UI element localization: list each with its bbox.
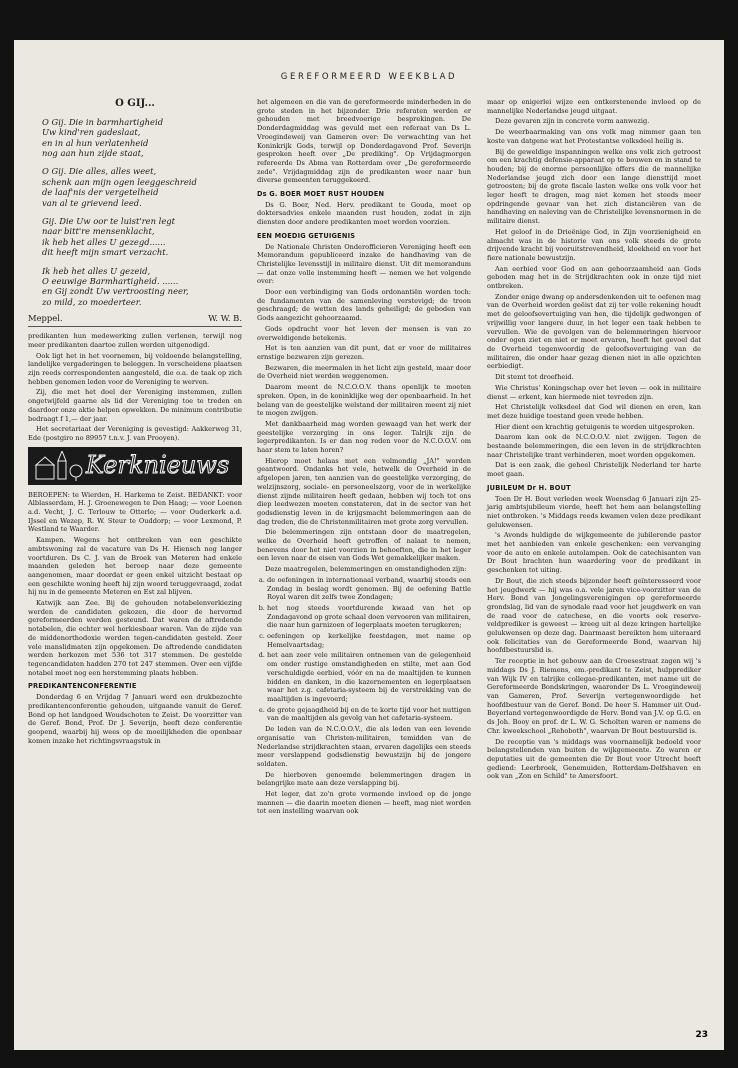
- article-paragraph: Dit stemt tot droefheid.: [495, 373, 574, 382]
- poem-line: Gij. Die Uw oor te luist'ren legt: [42, 215, 176, 226]
- article-paragraph: het algemeen en die van de gereformeerde minderheden in de grote steden in het bijzonder. Drie referaten werden er gehouden met breedvoerige besprekingen. De Donderdagmiddag was gevuld met een referaat van Ds L. Vroegindeweij van Gameren over: De verwachting van het Koninkrijk Gods, terwijl op Donderdagavond Prof. Severijn gesproken heeft over „De prediking". Op Vrijdagmorgen refereerde Ds Abma van Rotterdam over „De gereformeerde zede". Vrijdagmiddag zijn de predikanten weer naar hun diverse gemeenten teruggekeerd.: [257, 98, 471, 185]
- list-item: e. de grote gejaagdheid bij en de te korte tijd voor het nuttigen van de maaltijden als gevolg van het cafetaria-systeem.: [267, 706, 471, 723]
- poem-stanza: [42, 266, 242, 308]
- article-paragraph: Die belemmeringen zijn ontstaan door de maatregelen, welke de Overheid heeft getroffen of nalaat te nemen, benevens door het niet voorzien in behoeften, die in het leger een leven naar de eisen van Gods Wet gemakkelijker maken.: [257, 528, 471, 563]
- article-paragraph: Ook ligt het in het voornemen, bij voldoende belangstelling, landelijke vergaderingen te beleggen. In verscheidene plaatsen zijn reeds correspondenten aangesteld, die o.a. de taak op zich hebben genomen leden voor de Vereniging te werven.: [28, 351, 242, 386]
- kerknieuws-title: Kerknieuws: [86, 450, 230, 479]
- article-paragraph: Donderdag 6 en Vrijdag 7 Januari werd een drukbezochte predikantenconferentie gehouden, uitgaande vanuit de Geref. Bond op het landgoed Woudschoten te Zeist. De voorzitter van de Geref. Bond, Prof. Dr J. Severijn, heeft deze conferentie geopend, waarbij hij wees op de moeilijkheden die openbaar komen inzake het richtingsvraagstuk in: [28, 693, 242, 745]
- poem-line: O Gij. Die in barmhartigheid: [42, 116, 164, 127]
- article-paragraph: Toen Dr H. Bout verleden week Woensdag 6 Januari zijn 25-jarig ambtsjubileum vierde, heeft het hem aan belangstelling niet ontbroken. 's Middags reeds kwamen velen deze predikant gelukwensen.: [487, 494, 701, 529]
- poem-line: ik heb het alles U gezegd......: [42, 236, 166, 247]
- article-paragraph: Zij, die met het doel der Vereniging instemmen, zullen ongetwijfeld gaarne als lid der Vereniging toe te treden en daardoor onze aktie helpen opwekken. De minimum contributie bedraagt f 1,— der jaar.: [28, 388, 242, 423]
- page-number: 23: [695, 1030, 708, 1040]
- news-item: Katwijk aan Zee. Bij de gehouden notabelenverkiezing werden de candidaten gekozen, die door de hervormd gereformeerden werden gesteund. Dat waren de aftredende notabelen, die echter wel herkiesbaar waren. Van de zijde van de middenorthodoxie werden tegen-candidaten gesteld. Zeer vele manslidmaten zijn opgekomen. De aftredende candidaten werden herkozen met 536 tot 317 stemmen. De gestelde tegencandidaten hadden 270 tot 247 stemmen. Over een vijfde notabel moet nog een herstemming plaats hebben.: [28, 599, 242, 677]
- article-paragraph: Het leger, dat zo'n grote vormende invloed op de jonge mannen — die daarin moeten dienen — heeft, mag niet worden tot een instelling waarvan ook: [257, 790, 471, 816]
- poem-stanza: [42, 117, 242, 159]
- list-item: d. het aan zeer vele militairen ontnemen van de gelegenheid om onder rustige omstandigheden en stilte, met aan God verschuldigde eerbied, vóór en na de maaltijden te kunnen bidden en danken, in die kazernementen en legerplaatsen waar het z.g. cafetaria-systeem bij de verstrekking van de maaltijden is ingevoerd;: [267, 651, 471, 703]
- poem-line: schenk aan mijn ogen leeggeschreid: [42, 176, 197, 187]
- section-heading: Ds G. BOER MOET RUST HOUDEN: [257, 190, 385, 199]
- article-paragraph: De Nationale Christen Onderofficieren Vereniging heeft een Memorandum gepubliceerd inzake de handhaving van de Christelijke levensstijl in militaire dienst. Uit dit memorandum — dat onze volle instemming heeft — nemen we het volgende over:: [257, 242, 471, 286]
- news-item: Kampen. Wegens het ontbreken van een geschikte ambtswoning zal de vacature van Ds H. Hiensch nog langer voortduren. Ds C. J. van de Broek van Meteren had enkele maanden geleden het beroep naar deze gemeente aangenomen, maar doordat er geen enkel uitzicht bestaat op een geschikte woning heeft hij zijn woord teruggevraagd, zodat hij nu in de gemeente Meteren en Est zal blijven.: [28, 536, 242, 597]
- article-paragraph: Het geloof in de Drieënige God, in Zijn voorzienigheid en almacht was in de historie van ons volk steeds de grote drijvende kracht bij vooruitstrevendheid, kloekheid en voor het fiere nationale bewustzijn.: [487, 227, 701, 262]
- poem-stanza: [42, 166, 242, 208]
- article-paragraph: Het Christelijk volksdeel dat God wil dienen en eren, kan met deze huidige toestand geen vrede hebben.: [487, 403, 701, 420]
- poem-line: Uw kind'ren gadeslaat,: [42, 127, 141, 138]
- poem-line: naar bitt're mensenklacht,: [42, 226, 155, 237]
- article-paragraph: Daarom meent de N.C.O.O.V. thans openlijk te moeten spreken. Open, in de koninklijke weg der openbaarheid. In het belang van de geestelijke welstand der militairen meent zij niet te mogen zwijgen.: [257, 383, 471, 418]
- column-left: [28, 98, 242, 747]
- newspaper-page: [14, 40, 724, 1050]
- poem-signature: [28, 313, 242, 327]
- poem-line: van al te grievend leed.: [42, 197, 142, 208]
- article-paragraph: Dat is een zaak, die geheel Christelijk Nederland ter harte moet gaan.: [487, 461, 701, 479]
- article-paragraph: Door een verbindiging van Gods ordonantiën worden toch: de fundamenten van de samenleving verstevigd; de troon geschraagd; de wetten des lands geheiligd; de geboden van Gods aangezicht gehoorzaamd.: [257, 288, 471, 323]
- article-paragraph: De hierboven genoemde belemmeringen dragen in belangrijke mate aan deze verslapping bij.: [257, 770, 471, 788]
- list-item: c. oefeningen op kerkelijke feestdagen, met name op Hemelvaartsdag;: [267, 632, 471, 649]
- section-heading: EEN MOEDIG GETUIGENIS: [257, 231, 356, 240]
- measures-list: [257, 576, 471, 723]
- poem-author: W. W. B.: [208, 313, 242, 324]
- article-paragraph: Hierop moet helaas met een volmondig „JA!" worden geantwoord. Ondanks het vele, hetwelk de Overheid in de afgelopen jaren, ten aanzien van de geestelijke verzorging, de welzijnszorg, sociale- en personeelszorg, voor de in werkelijke dienst zijnde militairen heeft gedaan, hebben wij toch tot ons diep leedwezen moeten constateren, dat in de sector van het godsdienstig leven in de krijgsmacht belemmeringen aan de dag treden, die de Christenmilitairen met grote zorg vervullen.: [257, 456, 471, 526]
- poem-line: en in al hun verlatenheid: [42, 137, 149, 148]
- poem-line: Ik heb het alles U gezeid,: [42, 265, 151, 276]
- poem-line: de laaf'nis der vergetelheid: [42, 187, 159, 198]
- article-paragraph: Het is ten aanzien van dit punt, dat er voor de militaires ernstige bezwaren zijn gerezen.: [257, 344, 471, 361]
- article-paragraph: Hier dient een krachtig getuigenis te worden uitgesproken.: [495, 422, 695, 431]
- news-item: BEROEPEN: te Wierden, H. Harkema te Zeist. BEDANKT: voor Alblasserdam, H. J. Groenewegen te Den Haag; — voor Loenen a.d. Vecht, J. C. Terlouw te Otterlo; — voor Ouderkerk a.d. IJssel en Wezep, R. W. Steur te Ouddorp; — voor Lexmond, P. Westland te Waarder.: [28, 490, 242, 534]
- column-middle: [257, 98, 471, 818]
- poem-stanza: [42, 216, 242, 258]
- article-paragraph: Het secretariaat der Vereniging is gevestigd: Aakkerweg 31, Ede (postgiro no 89957 t.n.v. J. van Prooyen).: [28, 425, 242, 442]
- article-paragraph: Zonder enige dwang op andersdenkenden uit te oefenen mag van de Overheid worden geëist dat zij ter volle rekening houdt met de geloofsovertuiging van hen, die tijdelijk gedwongen of vrijwillig voor langere duur, in het leger een taak hebben te vervullen. Wie de gevolgen van de belemmeringen hiervoor onder ogen ziet en niet er moet ervaren, heeft het gevoel dat de Overheid tegenwoordig de geloofsovertuiging van de militairen, die onder haar gezag dienen niet in alle opzichten eerbiedigt.: [487, 292, 701, 371]
- article-paragraph: Ter receptie in het gebouw aan de Croesestraat zagen wij 's middags Ds J. Riemens, em.-predikant te Zeist, hulpprediker van Wijk IV en talrijke collegae-predikanten, met name uit de Gereformeerde Bondskringen, waaronder Ds L. Vroegindeweij van Gameren, Prof. Severijn vertegenwoordigde het hoofdbestuur van de Geref. Bond. De heer S. Hammer uit Oud-Beyerland vertegenwoordigde de Herv. Bond van J.V. op G.G. en ds Joh. Booy en prof. dr L. W. G. Scholten waren er namens de Chr. kweekschool „Rehoboth", waarvan Dr Bout bestuurslid is.: [487, 657, 701, 735]
- article-paragraph: De receptie van 's middags was voornamelijk bedoeld voor belangstellenden van buiten de wijkgemeente. Zo waren er deputaties uit de gemeenten die Dr Bout voor Utrecht heeft gediend: Leerbroek, Genemuiden, Rotterdam-Delfshaven en ook van „Zon en Schild" te Amersfoort.: [487, 737, 701, 781]
- article-paragraph: Deze gevaren zijn in concrete vorm aanwezig.: [495, 117, 650, 126]
- article-paragraph: Bij de geweldige inspanningen welke ons volk zich getroost om een krachtig defensie-apparaat op te bouwen en in stand te houden; bij de enorme persoonlijke offers die de mannelijke Nederlandse jeugd zich door een lange diensttijd moet getroosten; bij de grote fiscale lasten welke ons volk voor het leger heeft te dragen, mag niet komen het steeds meer opdringende gevaar van het zich distanciëren van de handhaving en naleving van de Christelijke levensnormen in de militaire dienst.: [487, 147, 701, 226]
- poem-line: O Gij. Die alles, alles weet,: [42, 166, 157, 177]
- poem-line: en Gij zondt Uw vertroosting neer,: [42, 286, 189, 297]
- article-paragraph: 's Avonds huldigde de wijkgemeente de jubilerende pastor met het aanbieden van enkele geschenken: een vervanging voor de auto en enkele autolampen. Ook de catechisanten van Dr Bout brachten hun waardering voor de predikant in geschenken tot uiting.: [487, 531, 701, 575]
- list-item: b. het nog steeds voortdurende kwaad van het op Zondagavond op grote schaal doen vervoeren van militairen, die naar hun garnizoen of legerplaats moeten terugkeren;: [267, 604, 471, 630]
- article-paragraph: Ds G. Boer, Ned. Herv. predikant te Gouda, moet op doktersadvies enkele maanden rust houden, zodat in zijn diensten door andere predikanten moet worden voorzien.: [257, 200, 471, 227]
- article-paragraph: Met dankbaarheid mag worden gewaagd van het werk der geestelijke verzorging in ons leger. Talrijk zijn de legerpredikanten. Is er dan nog reden voor de N.C.O.O.V. om haar stem te laten horen?: [257, 419, 471, 455]
- section-heading: JUBILEUM Dr H. BOUT: [487, 483, 571, 492]
- poem-place: Meppel.: [28, 313, 63, 324]
- poem-line: nog aan hun zijde staat,: [42, 147, 144, 158]
- article-paragraph: maar op enigerlei wijze een ontkerstenende invloed op de mannelijke Nederlandse jeugd uitgaat.: [487, 98, 701, 115]
- article-paragraph: Gods opdracht voor het leven der mensen is van zo overweldigende betekenis.: [257, 324, 471, 342]
- article-paragraph: Aan eerbied voor God en aan gehoorzaamheid aan Gods geboden mag het in de Strijdkrachten ook in onze tijd niet ontbreken.: [487, 264, 701, 291]
- article-paragraph: predikanten hun medewerking zullen verlenen, terwijl nog meer predikanten daartoe zullen worden uitgenodigd.: [28, 332, 242, 349]
- article-paragraph: De leden van de N.C.O.O.V., die als leden van een levende organisatie van Christen-militairen, temidden van de Nederlandse strijdkrachten staan, ervaren dagelijks een steeds meer verslappend godsdienstig bewustzijn bij de jongere soldaten.: [257, 725, 471, 768]
- article-paragraph: Bezwaren, die meermalen in het licht zijn gesteld, maar door de Overheid niet werden weggenomen.: [257, 363, 471, 381]
- article-paragraph: Daarom kan ook de N.C.O.O.V. niet zwijgen. Tegen de bestaande belemmeringen, die een leven in de strijdkrachten naar Christelijke trant verhinderen, moet worden opgekomen.: [487, 433, 701, 459]
- poem-title: O GIJ...: [115, 98, 155, 109]
- article-paragraph: Wie Christus' Koningschap over het leven — ook in militaire dienst — erkent, kan hiermede niet tevreden zijn.: [487, 383, 701, 401]
- list-item: a. de oefeningen in internationaal verband, waarbij steeds een Zondag in beslag wordt genomen. Bij de oefening Battle Royal waren dit zelfs twee Zondagen;: [267, 576, 471, 602]
- article-paragraph: Dr Bout, die zich steeds bijzonder heeft geïnteresseerd voor het jeugdwerk — hij was o.a. vele jaren vice-voorzitter van de Herv. Bond van Jongelingsverenigingen op gereformeerde grondslag, lid van de synodale raad voor het jeugdwerk en van de raad voor de catechese, en die voorts ook reserve-veldprediker is geweest — kreeg uit al deze kringen hartelijke gelukwensen op deze dag. Daarmaast bereikten hem uiteraard ook felicitaties van de Gereformeerde Bond, waarvan hij hoofdbestuurslid is.: [487, 576, 701, 655]
- poem-line: dit heeft mijn smart verzacht.: [42, 247, 169, 258]
- section-heading: PREDIKANTENCONFERENTIE: [28, 682, 137, 691]
- poem-line: zo mild, zo moederteer.: [42, 296, 142, 307]
- column-right: [487, 98, 701, 783]
- church-illustration-icon: [32, 451, 84, 481]
- article-paragraph: Deze maatregelen, belemmeringen en omstandigheden zijn:: [265, 565, 467, 574]
- article-paragraph: De weerbaarmaking van ons volk mag nimmer gaan ten koste van datgene wat het Protestantse volksdeel heilig is.: [487, 128, 701, 145]
- poem-line: O eeuwige Barmhartigheid. ......: [42, 275, 179, 286]
- kerknieuws-banner: [28, 447, 242, 485]
- masthead: GEREFORMEERD WEEKBLAD: [280, 72, 458, 82]
